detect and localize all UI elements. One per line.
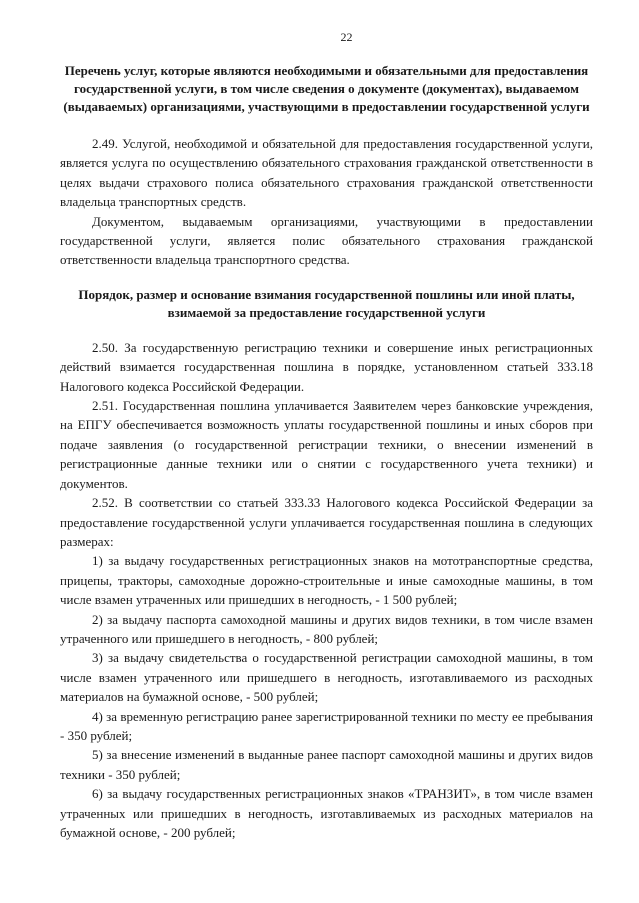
list-item-3: 3) за выдачу свидетельства о государственной регистрации самоходной машины, в том числе взамен утраченного или пришедшего в негодность, изготавливаемого из расходных материалов на бумажной основе, - 500 рублей;: [60, 650, 593, 705]
paragraph-2-51: 2.51. Государственная пошлина уплачивается Заявителем через банковские учреждения, на ЕПГУ обеспечивается возможность уплаты государственной пошлины и иных сборов при подаче заявления (о государственной регистрации техники, о внесении изменений в регистрационные данные техники или о снятии с государственного учета техники) и документов.: [60, 398, 593, 491]
paragraph-document: Документом, выдаваемым организациями, участвующими в предоставлении государственной услуги, является полис обязательного страхования гражданской ответственности владельца транспортного средства.: [60, 213, 593, 268]
section-heading-services: Перечень услуг, которые являются необходимыми и обязательными для предоставления государственной услуги, в том числе сведения о документе (документах), выдаваемом (выдаваемых) организациями, участвующими в предоставлении государственной услуги: [63, 63, 590, 114]
list-item-1: 1) за выдачу государственных регистрационных знаков на мототранспортные средства, прицепы, тракторы, самоходные дорожно-строительные и иные самоходные машины, в том числе взамен утраченных или пришедших в негодность, - 1 500 рублей;: [60, 553, 593, 608]
list-item-4: 4) за временную регистрацию ранее зарегистрированной техники по месту ее пребывания - 350 рублей;: [60, 708, 593, 743]
section-services-body: [60, 134, 593, 270]
section-heading-fees: Порядок, размер и основание взимания государственной пошлины или иной платы, взимаемой за предоставление государственной услуги: [78, 286, 575, 320]
section-fees-body: [60, 338, 593, 843]
paragraph-2-49: 2.49. Услугой, необходимой и обязательной для предоставления государственной услуги, является услуга по осуществлению обязательного страхования гражданской ответственности в целях выдачи страхового полиса обязательного страхования гражданской ответственности владельца транспортных средств.: [60, 136, 593, 210]
page-number: 22: [340, 30, 353, 44]
paragraph-2-50: 2.50. За государственную регистрацию техники и совершение иных регистрационных действий взимается государственная пошлина в порядке, установленном статьей 333.18 Налогового кодекса Российской Федерации.: [60, 339, 593, 394]
paragraph-2-52: 2.52. В соответствии со статьей 333.33 Налогового кодекса Российской Федерации за предоставление государственной услуги уплачивается государственная пошлина в следующих размерах:: [60, 495, 593, 549]
list-item-2: 2) за выдачу паспорта самоходной машины и других видов техники, в том числе взамен утраченного или пришедшего в негодность, - 800 рублей;: [60, 611, 593, 646]
list-item-6: 6) за выдачу государственных регистрационных знаков «ТРАНЗИТ», в том числе взамен утраченных или пришедших в негодность, изготавливаемых из расходных материалов на бумажной основе, - 200 рублей;: [60, 786, 593, 840]
list-item-5: 5) за внесение изменений в выданные ранее паспорт самоходной машины и других видов техники - 350 рублей;: [60, 747, 593, 782]
